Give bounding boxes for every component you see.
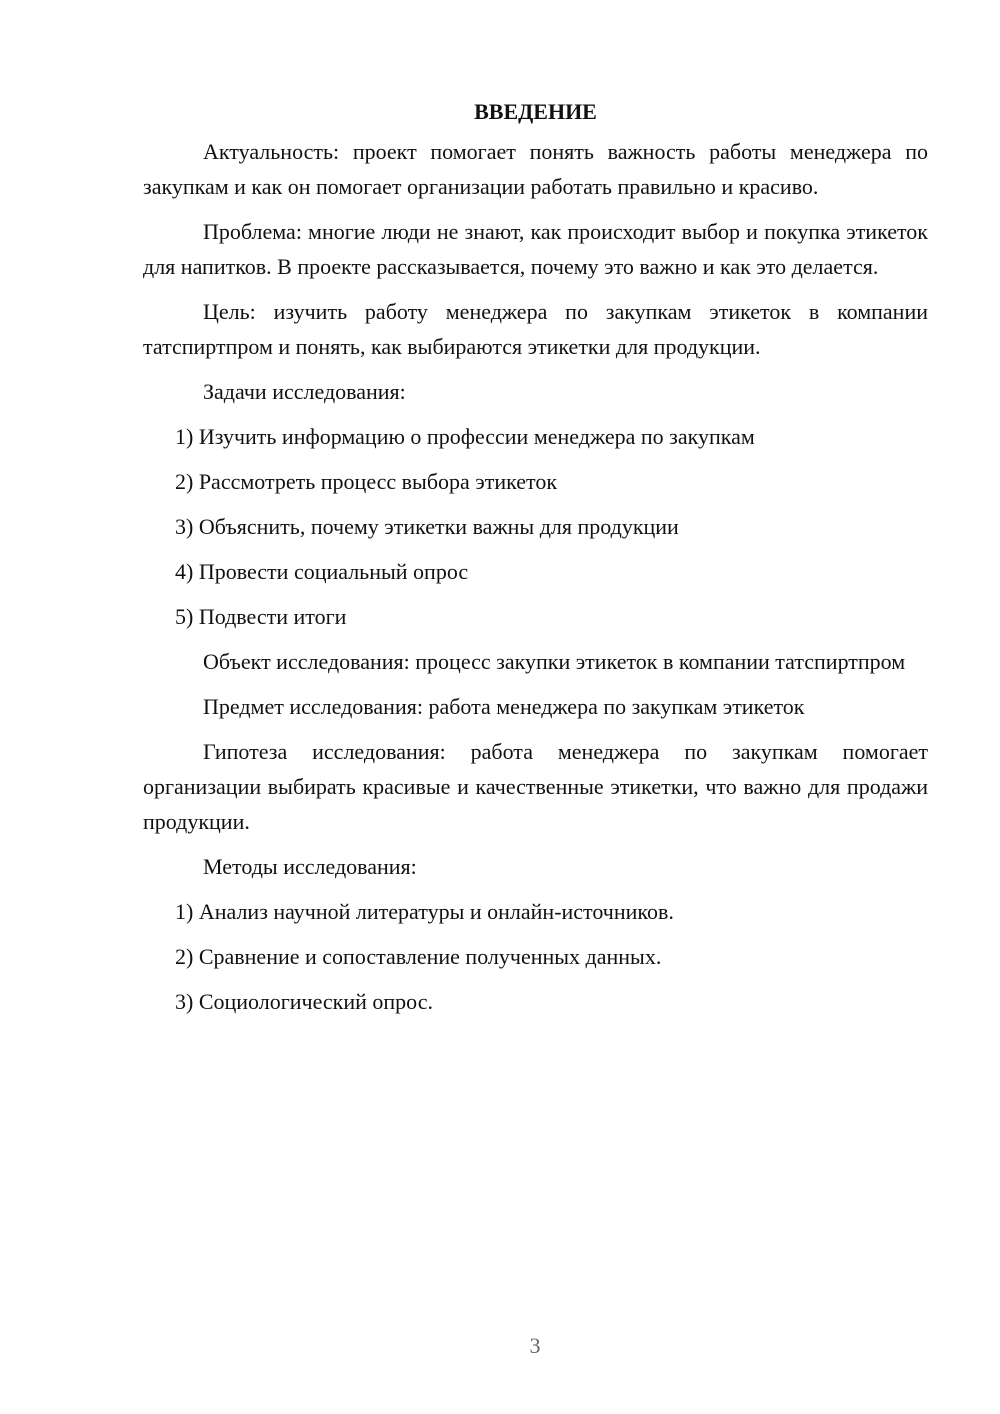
tasks-heading: Задачи исследования: [203, 379, 406, 404]
methods-list [143, 894, 928, 1019]
page-title: ВВЕДЕНИЕ [474, 99, 597, 124]
hypothesis-paragraph: Гипотеза исследования: работа менеджера по закупкам помогает организации выбирать красивые и качественные этикетки, что важно для продажи продукции. [143, 739, 928, 834]
list-item: 5) Подвести итоги [175, 604, 347, 629]
problem-paragraph: Проблема: многие люди не знают, как происходит выбор и покупка этикеток для напитков. В проекте рассказывается, почему это важно и как это делается. [143, 219, 928, 279]
list-item: 4) Провести социальный опрос [175, 559, 469, 584]
methods-heading: Методы исследования: [203, 854, 417, 879]
subject-paragraph: Предмет исследования: работа менеджера по закупкам этикеток [203, 694, 805, 719]
relevance-paragraph: Актуальность: проект помогает понять важность работы менеджера по закупкам и как он помогает организации работать правильно и красиво. [143, 139, 928, 199]
goal-paragraph: Цель: изучить работу менеджера по закупкам этикеток в компании татспиртпром и понять, как выбираются этикетки для продукции. [143, 299, 928, 359]
list-item: 3) Социологический опрос. [175, 989, 433, 1014]
tasks-list [143, 419, 928, 634]
page-content [143, 90, 928, 1029]
list-item: 3) Объяснить, почему этикетки важны для продукции [175, 514, 679, 539]
object-paragraph: Объект исследования: процесс закупки этикеток в компании татспиртпром [203, 649, 906, 674]
list-item: 2) Рассмотреть процесс выбора этикеток [175, 469, 558, 494]
page-number: 3 [529, 1333, 541, 1358]
list-item: 1) Анализ научной литературы и онлайн-источников. [175, 899, 674, 924]
list-item: 1) Изучить информацию о профессии менеджера по закупкам [175, 424, 755, 449]
list-item: 2) Сравнение и сопоставление полученных данных. [175, 944, 662, 969]
